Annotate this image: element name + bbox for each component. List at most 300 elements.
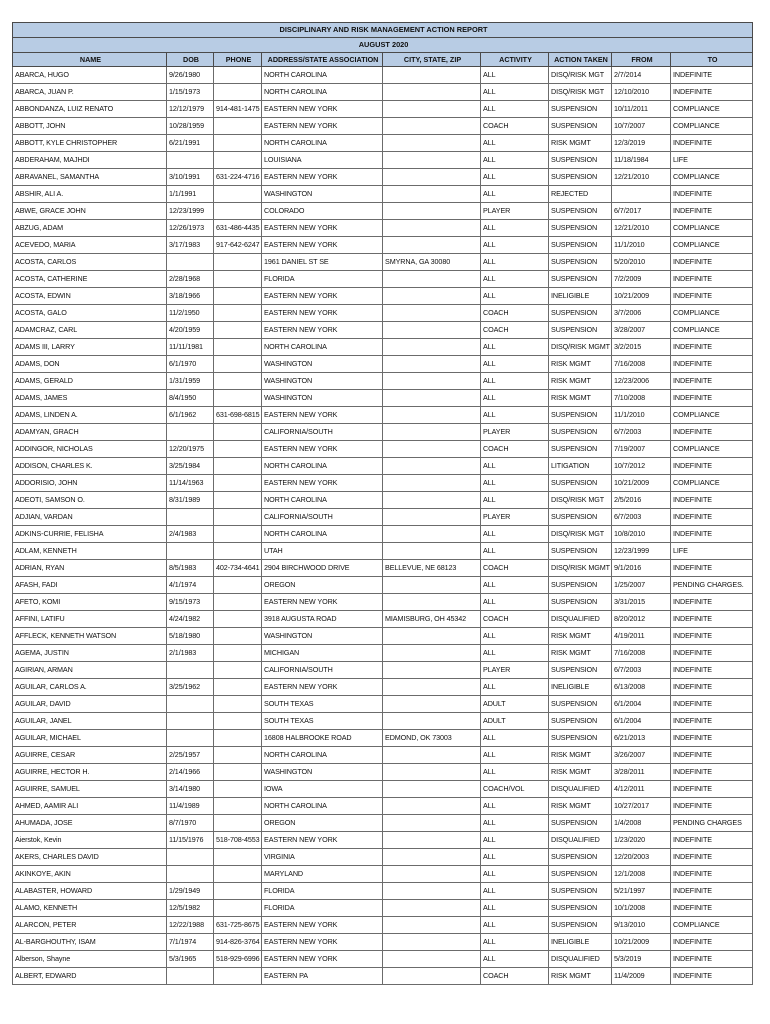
cell-address: NORTH CAROLINA bbox=[262, 747, 383, 764]
cell-action-taken: SUSPENSION bbox=[549, 594, 612, 611]
cell-action-taken: SUSPENSION bbox=[549, 237, 612, 254]
cell-to: INDEFINITE bbox=[671, 458, 753, 475]
cell-address: WASHINGTON bbox=[262, 764, 383, 781]
table-row bbox=[13, 322, 753, 339]
column-header-to: TO bbox=[671, 53, 753, 67]
cell-address: NORTH CAROLINA bbox=[262, 526, 383, 543]
cell-from: 12/21/2010 bbox=[612, 169, 671, 186]
table-row bbox=[13, 390, 753, 407]
cell-dob: 3/25/1962 bbox=[167, 679, 214, 696]
cell-dob bbox=[167, 866, 214, 883]
cell-city-state-zip bbox=[383, 237, 481, 254]
report-title-row bbox=[13, 23, 753, 38]
cell-dob: 9/26/1980 bbox=[167, 67, 214, 84]
table-row bbox=[13, 849, 753, 866]
table-row bbox=[13, 594, 753, 611]
table-row bbox=[13, 407, 753, 424]
cell-to: INDEFINITE bbox=[671, 424, 753, 441]
cell-activity: ALL bbox=[481, 373, 549, 390]
cell-from: 6/21/2013 bbox=[612, 730, 671, 747]
cell-to: INDEFINITE bbox=[671, 560, 753, 577]
cell-phone bbox=[214, 152, 262, 169]
cell-phone: 914-826-3764 bbox=[214, 934, 262, 951]
table-row bbox=[13, 968, 753, 985]
cell-to: INDEFINITE bbox=[671, 390, 753, 407]
cell-name: ACOSTA, CATHERINE bbox=[13, 271, 167, 288]
cell-from: 1/25/2007 bbox=[612, 577, 671, 594]
cell-city-state-zip bbox=[383, 543, 481, 560]
cell-address: 2904 BIRCHWOOD DRIVE bbox=[262, 560, 383, 577]
cell-action-taken: RISK MGMT bbox=[549, 747, 612, 764]
cell-from: 6/7/2003 bbox=[612, 424, 671, 441]
cell-dob: 1/1/1991 bbox=[167, 186, 214, 203]
table-row bbox=[13, 339, 753, 356]
cell-address: WASHINGTON bbox=[262, 628, 383, 645]
cell-from: 12/21/2010 bbox=[612, 220, 671, 237]
cell-from: 2/5/2016 bbox=[612, 492, 671, 509]
cell-to: COMPLIANCE bbox=[671, 101, 753, 118]
cell-from: 5/20/2010 bbox=[612, 254, 671, 271]
cell-address: NORTH CAROLINA bbox=[262, 67, 383, 84]
cell-city-state-zip bbox=[383, 951, 481, 968]
cell-action-taken: SUSPENSION bbox=[549, 577, 612, 594]
cell-from: 9/13/2010 bbox=[612, 917, 671, 934]
cell-to: INDEFINITE bbox=[671, 186, 753, 203]
cell-to: INDEFINITE bbox=[671, 730, 753, 747]
report-title: DISCIPLINARY AND RISK MANAGEMENT ACTION REPORT bbox=[13, 23, 753, 38]
cell-to: INDEFINITE bbox=[671, 254, 753, 271]
cell-action-taken: DISQ/RISK MGT bbox=[549, 84, 612, 101]
cell-activity: COACH bbox=[481, 322, 549, 339]
cell-activity: ALL bbox=[481, 356, 549, 373]
table-row bbox=[13, 866, 753, 883]
cell-activity: ALL bbox=[481, 543, 549, 560]
cell-action-taken: SUSPENSION bbox=[549, 815, 612, 832]
table-row bbox=[13, 271, 753, 288]
cell-from: 12/23/1999 bbox=[612, 543, 671, 560]
cell-to: PENDING CHARGES. bbox=[671, 577, 753, 594]
cell-address: WASHINGTON bbox=[262, 356, 383, 373]
table-row bbox=[13, 288, 753, 305]
cell-city-state-zip: SMYRNA, GA 30080 bbox=[383, 254, 481, 271]
cell-activity: ALL bbox=[481, 883, 549, 900]
cell-dob bbox=[167, 543, 214, 560]
cell-activity: ALL bbox=[481, 220, 549, 237]
cell-dob: 2/25/1957 bbox=[167, 747, 214, 764]
cell-activity: ADULT bbox=[481, 713, 549, 730]
cell-name: ALAMO, KENNETH bbox=[13, 900, 167, 917]
cell-dob bbox=[167, 730, 214, 747]
cell-action-taken: RISK MGMT bbox=[549, 798, 612, 815]
cell-action-taken: SUSPENSION bbox=[549, 203, 612, 220]
cell-phone bbox=[214, 203, 262, 220]
cell-action-taken: REJECTED bbox=[549, 186, 612, 203]
cell-city-state-zip bbox=[383, 356, 481, 373]
cell-city-state-zip bbox=[383, 781, 481, 798]
cell-phone bbox=[214, 781, 262, 798]
cell-to: INDEFINITE bbox=[671, 849, 753, 866]
cell-from: 11/1/2010 bbox=[612, 237, 671, 254]
table-row bbox=[13, 543, 753, 560]
cell-activity: ALL bbox=[481, 288, 549, 305]
table-row bbox=[13, 645, 753, 662]
cell-name: ADLAM, KENNETH bbox=[13, 543, 167, 560]
cell-phone bbox=[214, 968, 262, 985]
cell-address: EASTERN NEW YORK bbox=[262, 220, 383, 237]
cell-from: 10/8/2010 bbox=[612, 526, 671, 543]
column-header-from: FROM bbox=[612, 53, 671, 67]
cell-city-state-zip: EDMOND, OK 73003 bbox=[383, 730, 481, 747]
cell-name: AHUMADA, JOSE bbox=[13, 815, 167, 832]
cell-name: ALBERT, EDWARD bbox=[13, 968, 167, 985]
cell-from: 10/7/2007 bbox=[612, 118, 671, 135]
cell-from: 6/1/2004 bbox=[612, 713, 671, 730]
cell-name: AGUILAR, MICHAEL bbox=[13, 730, 167, 747]
cell-phone bbox=[214, 288, 262, 305]
cell-from: 12/20/2003 bbox=[612, 849, 671, 866]
cell-address: FLORIDA bbox=[262, 271, 383, 288]
cell-from: 7/16/2008 bbox=[612, 356, 671, 373]
cell-to: INDEFINITE bbox=[671, 866, 753, 883]
table-row bbox=[13, 203, 753, 220]
cell-to: INDEFINITE bbox=[671, 662, 753, 679]
cell-from: 4/19/2011 bbox=[612, 628, 671, 645]
cell-phone bbox=[214, 628, 262, 645]
cell-city-state-zip bbox=[383, 458, 481, 475]
cell-to: INDEFINITE bbox=[671, 781, 753, 798]
cell-from: 6/1/2004 bbox=[612, 696, 671, 713]
cell-name: ADDORISIO, JOHN bbox=[13, 475, 167, 492]
cell-to: INDEFINITE bbox=[671, 900, 753, 917]
table-row bbox=[13, 713, 753, 730]
table-row bbox=[13, 798, 753, 815]
cell-name: ADAMS III, LARRY bbox=[13, 339, 167, 356]
cell-address: 1961 DANIEL ST SE bbox=[262, 254, 383, 271]
cell-action-taken: DISQUALIFIED bbox=[549, 832, 612, 849]
cell-name: ADAMS, JAMES bbox=[13, 390, 167, 407]
cell-to: INDEFINITE bbox=[671, 526, 753, 543]
cell-phone bbox=[214, 458, 262, 475]
cell-name: AGUILAR, DAVID bbox=[13, 696, 167, 713]
cell-name: ACOSTA, GALO bbox=[13, 305, 167, 322]
cell-action-taken: SUSPENSION bbox=[549, 696, 612, 713]
cell-to: INDEFINITE bbox=[671, 696, 753, 713]
table-row bbox=[13, 781, 753, 798]
cell-activity: ALL bbox=[481, 237, 549, 254]
table-row bbox=[13, 883, 753, 900]
cell-phone bbox=[214, 883, 262, 900]
cell-city-state-zip bbox=[383, 509, 481, 526]
cell-address: NORTH CAROLINA bbox=[262, 135, 383, 152]
table-row bbox=[13, 934, 753, 951]
cell-phone bbox=[214, 475, 262, 492]
cell-activity: ALL bbox=[481, 628, 549, 645]
table-row bbox=[13, 628, 753, 645]
cell-from: 10/27/2017 bbox=[612, 798, 671, 815]
cell-dob: 3/25/1984 bbox=[167, 458, 214, 475]
cell-action-taken: SUSPENSION bbox=[549, 322, 612, 339]
cell-address: EASTERN NEW YORK bbox=[262, 594, 383, 611]
cell-phone bbox=[214, 577, 262, 594]
cell-action-taken: SUSPENSION bbox=[549, 866, 612, 883]
cell-to: INDEFINITE bbox=[671, 84, 753, 101]
cell-to: COMPLIANCE bbox=[671, 220, 753, 237]
cell-to: LIFE bbox=[671, 152, 753, 169]
cell-name: AGIRIAN, ARMAN bbox=[13, 662, 167, 679]
cell-activity: PLAYER bbox=[481, 509, 549, 526]
cell-city-state-zip bbox=[383, 815, 481, 832]
cell-address: EASTERN NEW YORK bbox=[262, 101, 383, 118]
cell-address: EASTERN NEW YORK bbox=[262, 322, 383, 339]
cell-activity: ALL bbox=[481, 169, 549, 186]
cell-phone bbox=[214, 135, 262, 152]
cell-phone bbox=[214, 373, 262, 390]
cell-city-state-zip bbox=[383, 883, 481, 900]
cell-dob: 3/17/1983 bbox=[167, 237, 214, 254]
cell-address: EASTERN NEW YORK bbox=[262, 288, 383, 305]
cell-to: COMPLIANCE bbox=[671, 118, 753, 135]
cell-action-taken: INELIGIBLE bbox=[549, 679, 612, 696]
cell-action-taken: SUSPENSION bbox=[549, 662, 612, 679]
cell-dob: 11/2/1950 bbox=[167, 305, 214, 322]
cell-city-state-zip bbox=[383, 866, 481, 883]
cell-dob bbox=[167, 696, 214, 713]
cell-to: INDEFINITE bbox=[671, 67, 753, 84]
cell-activity: ALL bbox=[481, 135, 549, 152]
cell-name: ADJIAN, VARDAN bbox=[13, 509, 167, 526]
cell-dob: 3/10/1991 bbox=[167, 169, 214, 186]
cell-city-state-zip bbox=[383, 271, 481, 288]
cell-activity: ALL bbox=[481, 645, 549, 662]
cell-from: 1/4/2008 bbox=[612, 815, 671, 832]
cell-address: WASHINGTON bbox=[262, 373, 383, 390]
column-header-action-taken: ACTION TAKEN bbox=[549, 53, 612, 67]
cell-phone bbox=[214, 84, 262, 101]
cell-address: IOWA bbox=[262, 781, 383, 798]
cell-activity: ALL bbox=[481, 747, 549, 764]
cell-action-taken: RISK MGMT bbox=[549, 645, 612, 662]
cell-action-taken: SUSPENSION bbox=[549, 220, 612, 237]
cell-activity: COACH bbox=[481, 560, 549, 577]
cell-phone bbox=[214, 713, 262, 730]
cell-dob: 12/22/1988 bbox=[167, 917, 214, 934]
cell-dob: 11/14/1963 bbox=[167, 475, 214, 492]
cell-dob bbox=[167, 509, 214, 526]
cell-from: 10/21/2009 bbox=[612, 934, 671, 951]
cell-address: NORTH CAROLINA bbox=[262, 339, 383, 356]
cell-from: 7/2/2009 bbox=[612, 271, 671, 288]
cell-to: COMPLIANCE bbox=[671, 237, 753, 254]
cell-phone bbox=[214, 526, 262, 543]
cell-phone bbox=[214, 424, 262, 441]
cell-name: ACEVEDO, MARIA bbox=[13, 237, 167, 254]
cell-dob: 5/18/1980 bbox=[167, 628, 214, 645]
column-header-activity: ACTIVITY bbox=[481, 53, 549, 67]
cell-address: SOUTH TEXAS bbox=[262, 696, 383, 713]
cell-phone: 402-734-4641 bbox=[214, 560, 262, 577]
cell-action-taken: SUSPENSION bbox=[549, 509, 612, 526]
cell-activity: ALL bbox=[481, 577, 549, 594]
cell-activity: ALL bbox=[481, 934, 549, 951]
cell-dob: 6/21/1991 bbox=[167, 135, 214, 152]
table-row bbox=[13, 356, 753, 373]
cell-phone bbox=[214, 339, 262, 356]
cell-action-taken: SUSPENSION bbox=[549, 424, 612, 441]
cell-name: ABZUG, ADAM bbox=[13, 220, 167, 237]
table-row bbox=[13, 577, 753, 594]
cell-to: INDEFINITE bbox=[671, 628, 753, 645]
column-header-phone: PHONE bbox=[214, 53, 262, 67]
cell-action-taken: SUSPENSION bbox=[549, 713, 612, 730]
cell-action-taken: SUSPENSION bbox=[549, 305, 612, 322]
cell-name: ABBONDANZA, LUIZ RENATO bbox=[13, 101, 167, 118]
table-row bbox=[13, 84, 753, 101]
cell-address: FLORIDA bbox=[262, 900, 383, 917]
cell-from: 6/7/2017 bbox=[612, 203, 671, 220]
cell-dob: 8/31/1989 bbox=[167, 492, 214, 509]
cell-city-state-zip bbox=[383, 577, 481, 594]
cell-activity: ALL bbox=[481, 407, 549, 424]
cell-to: INDEFINITE bbox=[671, 934, 753, 951]
cell-to: COMPLIANCE bbox=[671, 407, 753, 424]
cell-address: EASTERN NEW YORK bbox=[262, 917, 383, 934]
cell-name: AHMED, AAMIR ALI bbox=[13, 798, 167, 815]
cell-to: COMPLIANCE bbox=[671, 917, 753, 934]
table-row bbox=[13, 662, 753, 679]
cell-to: INDEFINITE bbox=[671, 832, 753, 849]
cell-name: AGUILAR, CARLOS A. bbox=[13, 679, 167, 696]
cell-address: NORTH CAROLINA bbox=[262, 458, 383, 475]
cell-activity: ALL bbox=[481, 849, 549, 866]
cell-action-taken: RISK MGMT bbox=[549, 390, 612, 407]
cell-city-state-zip bbox=[383, 169, 481, 186]
cell-name: ADAMS, LINDEN A. bbox=[13, 407, 167, 424]
table-row bbox=[13, 900, 753, 917]
cell-action-taken: RISK MGMT bbox=[549, 628, 612, 645]
cell-action-taken: DISQ/RISK MGT bbox=[549, 67, 612, 84]
table-row bbox=[13, 730, 753, 747]
cell-address: EASTERN NEW YORK bbox=[262, 441, 383, 458]
cell-dob: 6/1/1970 bbox=[167, 356, 214, 373]
cell-phone bbox=[214, 390, 262, 407]
cell-activity: COACH bbox=[481, 305, 549, 322]
cell-city-state-zip bbox=[383, 322, 481, 339]
cell-phone: 914-481-1475 bbox=[214, 101, 262, 118]
cell-city-state-zip bbox=[383, 288, 481, 305]
cell-activity: COACH bbox=[481, 611, 549, 628]
table-row bbox=[13, 747, 753, 764]
cell-to: INDEFINITE bbox=[671, 356, 753, 373]
cell-name: AGUILAR, JANEL bbox=[13, 713, 167, 730]
cell-name: ABBOTT, KYLE CHRISTOPHER bbox=[13, 135, 167, 152]
cell-from: 11/1/2010 bbox=[612, 407, 671, 424]
cell-action-taken: RISK MGMT bbox=[549, 764, 612, 781]
cell-name: AGEMA, JUSTIN bbox=[13, 645, 167, 662]
cell-phone bbox=[214, 305, 262, 322]
cell-phone: 631-725-8675 bbox=[214, 917, 262, 934]
cell-from: 10/7/2012 bbox=[612, 458, 671, 475]
cell-name: ADAMYAN, GRACH bbox=[13, 424, 167, 441]
cell-name: ADAMCRAZ, CARL bbox=[13, 322, 167, 339]
cell-name: ABARCA, JUAN P. bbox=[13, 84, 167, 101]
cell-from: 3/2/2015 bbox=[612, 339, 671, 356]
cell-name: ABARCA, HUGO bbox=[13, 67, 167, 84]
cell-city-state-zip bbox=[383, 764, 481, 781]
cell-phone: 631-486-4435 bbox=[214, 220, 262, 237]
cell-phone bbox=[214, 679, 262, 696]
cell-phone bbox=[214, 594, 262, 611]
table-row bbox=[13, 220, 753, 237]
cell-phone bbox=[214, 815, 262, 832]
table-row bbox=[13, 764, 753, 781]
cell-from: 7/10/2008 bbox=[612, 390, 671, 407]
cell-activity: ALL bbox=[481, 254, 549, 271]
cell-city-state-zip bbox=[383, 747, 481, 764]
report-sheet bbox=[12, 22, 752, 985]
cell-phone bbox=[214, 611, 262, 628]
cell-from: 4/12/2011 bbox=[612, 781, 671, 798]
cell-city-state-zip bbox=[383, 84, 481, 101]
table-row bbox=[13, 509, 753, 526]
table-row bbox=[13, 611, 753, 628]
column-header-address: ADDRESS/STATE ASSOCIATION bbox=[262, 53, 383, 67]
cell-city-state-zip bbox=[383, 594, 481, 611]
cell-from: 6/7/2003 bbox=[612, 509, 671, 526]
cell-address: CALIFORNIA/SOUTH bbox=[262, 424, 383, 441]
cell-phone bbox=[214, 492, 262, 509]
cell-dob: 1/15/1973 bbox=[167, 84, 214, 101]
cell-phone bbox=[214, 798, 262, 815]
table-row bbox=[13, 951, 753, 968]
cell-phone bbox=[214, 696, 262, 713]
cell-dob: 8/5/1983 bbox=[167, 560, 214, 577]
cell-phone bbox=[214, 645, 262, 662]
cell-action-taken: RISK MGMT bbox=[549, 356, 612, 373]
cell-city-state-zip bbox=[383, 645, 481, 662]
table-row bbox=[13, 101, 753, 118]
cell-name: ABDERAHAM, MAJHDI bbox=[13, 152, 167, 169]
table-row bbox=[13, 475, 753, 492]
cell-activity: ALL bbox=[481, 917, 549, 934]
cell-from: 9/1/2016 bbox=[612, 560, 671, 577]
cell-activity: COACH bbox=[481, 968, 549, 985]
cell-name: ABRAVANEL, SAMANTHA bbox=[13, 169, 167, 186]
cell-address: EASTERN NEW YORK bbox=[262, 951, 383, 968]
table-row bbox=[13, 237, 753, 254]
table-row bbox=[13, 696, 753, 713]
cell-activity: ALL bbox=[481, 492, 549, 509]
cell-action-taken: LITIGATION bbox=[549, 458, 612, 475]
cell-dob: 1/31/1959 bbox=[167, 373, 214, 390]
cell-from: 3/28/2011 bbox=[612, 764, 671, 781]
cell-activity: ALL bbox=[481, 101, 549, 118]
cell-activity: ALL bbox=[481, 594, 549, 611]
cell-name: AL-BARGHOUTHY, ISAM bbox=[13, 934, 167, 951]
cell-to: INDEFINITE bbox=[671, 492, 753, 509]
cell-city-state-zip bbox=[383, 696, 481, 713]
cell-action-taken: SUSPENSION bbox=[549, 254, 612, 271]
cell-name: AKINKOYE, AKIN bbox=[13, 866, 167, 883]
cell-address: EASTERN NEW YORK bbox=[262, 475, 383, 492]
cell-dob: 2/14/1966 bbox=[167, 764, 214, 781]
cell-action-taken: SUSPENSION bbox=[549, 475, 612, 492]
cell-to: COMPLIANCE bbox=[671, 322, 753, 339]
cell-action-taken: RISK MGMT bbox=[549, 135, 612, 152]
cell-activity: ALL bbox=[481, 390, 549, 407]
cell-from: 3/28/2007 bbox=[612, 322, 671, 339]
cell-from: 6/13/2008 bbox=[612, 679, 671, 696]
cell-phone bbox=[214, 662, 262, 679]
